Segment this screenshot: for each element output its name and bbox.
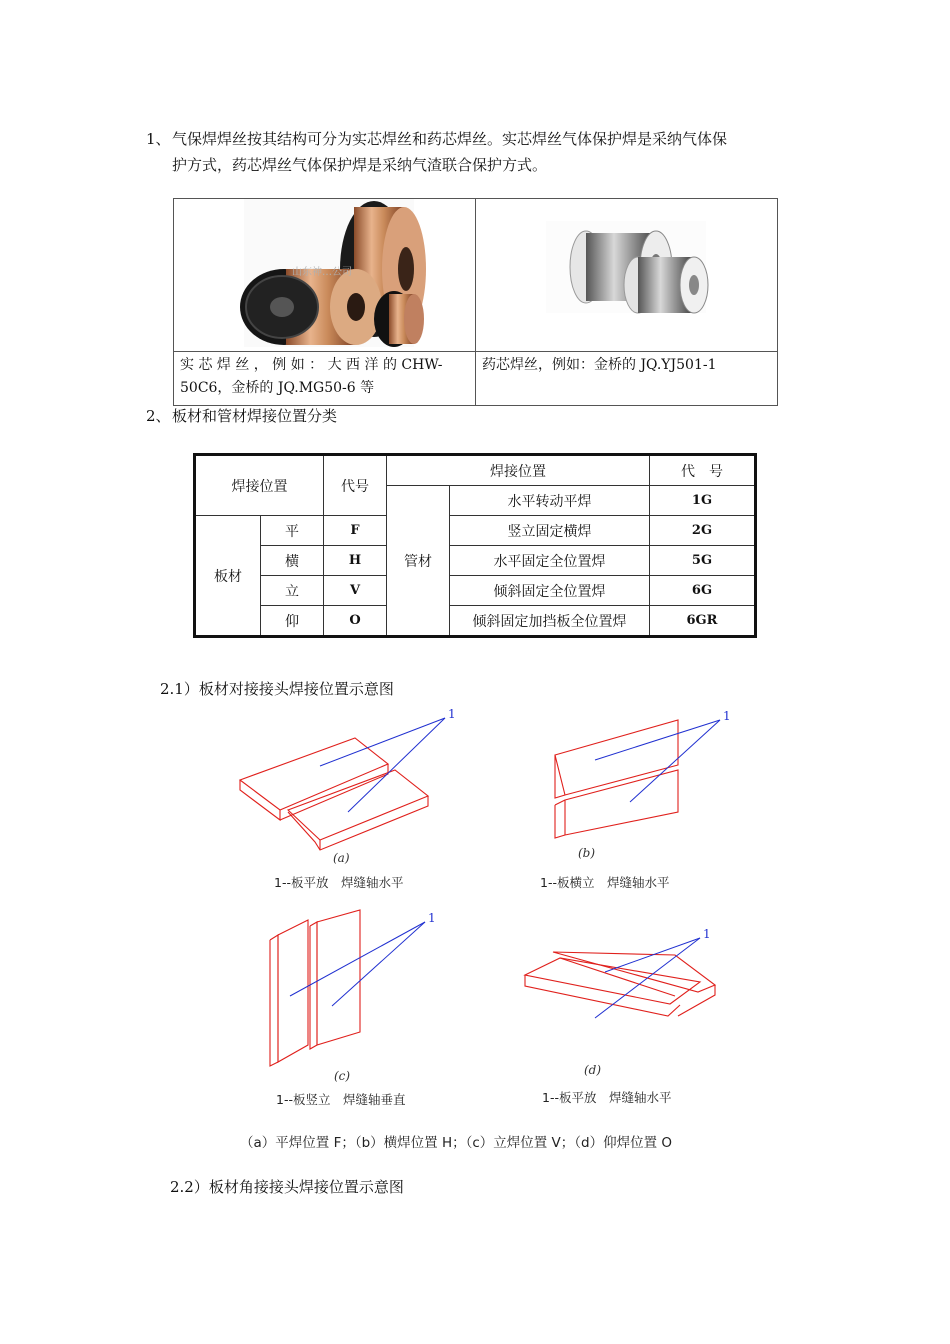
welding-position-table <box>193 453 757 638</box>
plate-row-code: H <box>324 546 387 576</box>
header-plate-code: 代号 <box>324 455 387 516</box>
label-1-a: 1 <box>448 707 456 721</box>
item-2-number: 2、 <box>146 407 171 425</box>
pipe-row-code: 1G <box>650 486 756 516</box>
item-2-text: 板材和管材焊接位置分类 <box>172 407 338 425</box>
flux-wire-image-cell <box>476 199 778 352</box>
plate-row-name: 平 <box>261 516 324 546</box>
label-1-d: 1 <box>703 927 711 941</box>
plate-row-code: O <box>324 606 387 637</box>
plate-label: 板材 <box>195 516 261 637</box>
plate-row-name: 立 <box>261 576 324 606</box>
flux-wire-spools-image <box>476 199 777 347</box>
pipe-row-name: 水平固定全位置焊 <box>450 546 650 576</box>
solid-wire-caption-line1: 实 芯 焊 丝 ， 例 如 ： 大 西 洋 的 CHW- <box>180 357 443 373</box>
plate-row-name: 仰 <box>261 606 324 637</box>
figure-c-sub: (c) <box>334 1069 351 1083</box>
solid-wire-image-cell <box>174 199 476 352</box>
leader-lines <box>290 718 720 1018</box>
section-2-2-heading: 2.2）板材角接接头焊接位置示意图 <box>170 1178 404 1196</box>
label-1-c: 1 <box>428 911 436 925</box>
solid-wire-spools-image <box>174 199 475 347</box>
pipe-row-code: 2G <box>650 516 756 546</box>
pipe-row-code: 6G <box>650 576 756 606</box>
watermark-text: 山东神…公司 <box>292 267 352 278</box>
butt-joint-diagrams <box>220 700 740 1120</box>
pipe-row-code: 5G <box>650 546 756 576</box>
solid-wire-caption <box>174 352 476 406</box>
figure-d-caption: 1--板平放 焊缝轴水平 <box>542 1090 672 1105</box>
wire-table <box>173 198 778 406</box>
section-2-1-heading: 2.1）板材对接接头焊接位置示意图 <box>160 680 394 698</box>
item-2 <box>146 403 337 429</box>
pipe-row-name: 水平转动平焊 <box>450 486 650 516</box>
flux-wire-caption <box>476 352 778 406</box>
item-1-number: 1、 <box>146 130 171 148</box>
pipe-row-name: 竖立固定横焊 <box>450 516 650 546</box>
plate-row-code: V <box>324 576 387 606</box>
figure-c-caption: 1--板竖立 焊缝轴垂直 <box>276 1092 406 1107</box>
item-1-line1: 气保焊焊丝按其结构可分为实芯焊丝和药芯焊丝。实芯焊丝气体保护焊是采纳气体保 <box>172 130 728 148</box>
figure-a-plates <box>240 738 428 850</box>
item-1 <box>146 126 826 178</box>
figure-d-plates <box>525 952 715 1016</box>
label-1-b: 1 <box>723 709 731 723</box>
figures-summary: （a）平焊位置 F；（b）横焊位置 H；（c）立焊位置 V；（d）仰焊位置 O <box>240 1135 673 1151</box>
figure-b-plates <box>555 720 678 838</box>
item-1-line2: 护方式，药芯焊丝气体保护焊是采纳气渣联合保护方式。 <box>172 156 548 174</box>
header-pipe-code: 代 号 <box>650 455 756 486</box>
header-plate-position: 焊接位置 <box>195 455 324 516</box>
pipe-row-code: 6GR <box>650 606 756 637</box>
figure-d-sub: (d) <box>584 1063 602 1077</box>
pipe-row-name: 倾斜固定全位置焊 <box>450 576 650 606</box>
plate-row-code: F <box>324 516 387 546</box>
figure-a-sub: (a) <box>333 851 350 865</box>
figure-a-caption: 1--板平放 焊缝轴水平 <box>274 875 404 890</box>
flux-wire-caption-text: 药芯焊丝，例如：金桥的 JQ.YJ501-1 <box>482 357 717 373</box>
figure-b-caption: 1--板横立 焊缝轴水平 <box>540 875 670 890</box>
pipe-label: 管材 <box>387 486 450 637</box>
pipe-row-name: 倾斜固定加挡板全位置焊 <box>450 606 650 637</box>
plate-row-name: 横 <box>261 546 324 576</box>
solid-wire-caption-line2: 50C6，金桥的 JQ.MG50-6 等 <box>180 380 375 396</box>
figure-c-plates <box>270 910 360 1066</box>
header-pipe-position: 焊接位置 <box>387 455 650 486</box>
figure-b-sub: (b) <box>578 846 596 860</box>
